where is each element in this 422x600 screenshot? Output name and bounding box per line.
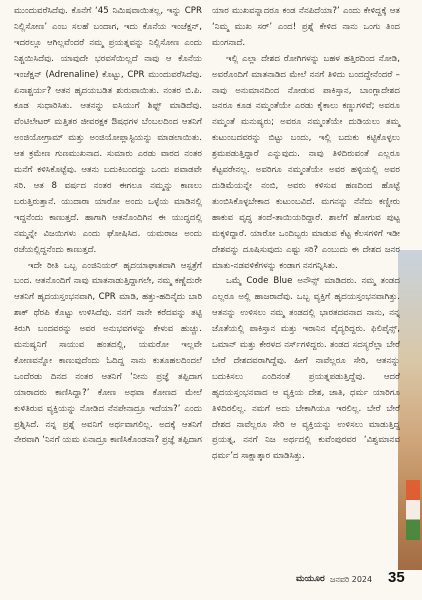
page-footer: [0, 565, 422, 595]
paragraph: ಇದೇ ರೀತಿ ಒಬ್ಬ ಎಂಜಿನಿಯರ್ ಹೃದಯಾಘಾತವಾಗಿ ಆಸ್ಪತ್ರೆಗೆ ಬಂದ. ಆತನೊಂದಿಗೆ ನಾವು ಮಾತನಾಡುತ್ತಿದ್ದಾಗಲೇ, ನಮ್ಮ ಕಣ್ಣೆದುರೇ ಆತನಿಗೆ ಹೃದಯಸ್ತಂಭನವಾಗಿ, CPR ಮಾಡಿ, ಹತ್ತು-ಹದಿನೈದು ಬಾರಿ ಶಾಕ್ ಥೆರಪಿ ಕೊಟ್ಟು ಉಳಿಸಿದೆವು. ನನಗೆ ನಾನೇ ಕರೆದವನ್ನು ತಟ್ಟಿ ಕಿರುಗಿ ಬಂದವರನ್ನು ಅವರ ಅನುಭವಗಳನ್ನು ಕೇಳುವ ಹುಚ್ಚು. ಮನುಷ್ಯನಿಗೆ ಸಾಯುವ ಹಂತದಲ್ಲಿ, ಯಮರೋ ಇಲ್ಲವೇ ಕೋಣವನ್ನೋ ಕಾಣುವುದೆಂದು ಓದಿದ್ದ ನಾನು ಕುತೂಹಲದಿಂದಲೆ ಒಂದೆರಡು ದಿನದ ನಂತರ ಆತನಿಗೆ ‘ನೀನು ಪ್ರಜ್ಞೆ ತಪ್ಪಿದಾಗ ಯಾರಾದರು ಕಾಣಿಸಿದ್ದಾ?’ ಕೋಣ ಅಥವಾ ಕೋಣದ ಮೇಲೆ ಕುಳಿತಿರುವ ವ್ಯಕ್ತಿಯನ್ನು ನೋಡಿದ ನೆನಪೇನಾದ್ರೂ ಇದೆಯಾ?’ ಎಂದು ಪ್ರಶ್ನಿಸಿದೆ. ನನ್ನ ಪ್ರಶ್ನೆ ಅವನಿಗೆ ಅರ್ಥವಾಗಲಿಲ್ಲ. ಅದಕ್ಕೆ ಆತನಿಗೆ ನೇರವಾಗಿ ‘ನಿನಗೆ ಯಮ ಏನಾದ್ರೂ ಕಾಣಿಸಿಕೊಂಡನಾ? ಪ್ರಜ್ಞೆ ತಪ್ಪಿದಾಗ: [14, 260, 202, 446]
side-photo: [398, 250, 422, 570]
paragraph: ಮುಂದುವರೆಸಿದೆವು. ಕೊನೆಗೆ ‘45 ನಿಮಿಷವಾಯಿತಲ್ಲ, ಇನ್ನು CPR ನಿಲ್ಲಿಸೋಣ’ ಎಂಬ ಸಲಹೆ ಬಂದಾಗ, ಇದು ಕೊನೆಯ ಇಂಜೆಕ್ಷನ್, ಇದರಲ್ಲೂ ಆಗಿಲ್ಲವೆಂದರೆ ನಮ್ಮ ಪ್ರಯತ್ನವನ್ನು ನಿಲ್ಲಿಸೋಣ ಎಂದು ನಿಶ್ಚಯಿಸಿದೆವು. ಯಾವುದೇ ಭರವಸೆಯಿಲ್ಲದೆ ನಾವು ಆ ಕೊನೆಯ ಇಂಜೆಕ್ಷನ್ (Adrenaline) ಕೊಟ್ಟು, CPR ಮುಂದುವರೆಸಿದೆವು. ಏನಾಶ್ಚರ್ಯ? ಆತನ ಹೃದಯಬಡಿತ ಶುರುವಾಯಿತು. ನಂತರ ಬಿ.ಪಿ. ಕೂಡ ಸುಧಾರಿಸಿತು. ಆತನನ್ನು ಐಸಿಯುಗೆ ಶಿಫ್ಟ್ ಮಾಡಿದೆವು. ವೆಂಟಿಲೇಟರ್ ಮತ್ತಿತರ ಜೀವರಕ್ಷಕ ಔಷಧಗಳ ಬೆಂಬಲದಿಂದ ಆತನಿಗೆ ಅಂಜಿಯೋಗ್ರಾಮ್ ಮತ್ತು ಅಂಜಿಯೋಪ್ಲಾಸ್ಟಿಯನ್ನು ಮಾಡಲಾಯಿತು. ಆತ ಕ್ರಮೇಣ ಗುಣಮುಖನಾದ. ಸುಮಾರು ಎರಡು ವಾರದ ನಂತರ ಮನೆಗೆ ಕಳಿಸಿಕೊಟ್ಟೆವು. ಆತನು ಬದುಕಿಬಂದದ್ದು ಒಂದು ಪವಾಡವೇ ಸರಿ. ಆತ 8 ವರ್ಷದ ನಂತರ ಈಗಲೂ ನಮ್ಮನ್ನು ಕಾಣಲು ಬರುತ್ತಿರುತ್ತಾನೆ. ಯುದಾರಾ ಯಾರೋ ಅಂದು ಒಳ್ಳೆಯ ಮಾಡಿನಲ್ಲಿ ಇದ್ದನೆಂದು ಕಾಣುತ್ತದೆ. ಹಾಗಾಗಿ ಆತನೊಂದಿಗಿನ ಈ ಯುದ್ಧದಲ್ಲಿ ನಮ್ಮನ್ನೇ ವಿಜಯಿಗಳು ಎಂದು ಘೋಷಿಸಿದ. ಯಮರಾಜ ಅಂದು ರಜೆಯಲ್ಲಿದ್ದನೆಂದು ಕಾಣುತ್ತದೆ.: [14, 6, 202, 255]
paragraph: ಒಮ್ಮೆ Code Blue ಅನೌನ್ಸ್ ಮಾಡಿದರು. ನಮ್ಮ ತಂಡದ ಎಲ್ಲರೂ ಅಲ್ಲಿ ಹಾಜರಾದೆವು. ಒಬ್ಬ ವ್ಯಕ್ತಿಗೆ ಹೃದಯಸ್ತಂಭನವಾಗಿತ್ತು. ಆತನನ್ನು ಉಳಿಸಲು ನಮ್ಮ ತಂಡದಲ್ಲಿ ಭಾರತದವನಾದ ನಾನು, ನನ್ನ ಜೊತೆಯಲ್ಲಿ ಪಾಕಿಸ್ತಾನ ಮತ್ತು ಇರಾನಿನ ವೈದ್ಯರಿದ್ದರು. ಫಿಲಿಪೈನ್ಸ್, ಒಮಾನ್ ಮತ್ತು ಕೇರಳದ ನರ್ಸ್‌ಗಳಿದ್ದರು. ತಂಡದ ಸದಸ್ಯರೆಲ್ಲಾ ಬೇರೆ ಬೇರೆ ದೇಶದವರಾಗಿದ್ದೆವು. ಹೀಗೆ ನಾವೆಲ್ಲರೂ ಸೇರಿ, ಆತನನ್ನು ಬದುಕಿಸಲು ಎಂದಿನಂತೆ ಪ್ರಯತ್ನಪಡುತ್ತಿದ್ದೆವು. ಆದರೆ ಹೃದಯಸ್ತಂಭನವಾದ ಆ ವ್ಯಕ್ತಿಯ ದೇಶ, ಜಾತಿ, ಧರ್ಮ ಯಾರಿಗೂ ತಿಳಿದಿರಲಿಲ್ಲ. ನಮಗೆ ಅದು ಬೇಕಾಗಿಯೂ ಇರಲಿಲ್ಲ. ಬೇರೆ ಬೇರೆ ದೇಶದ ನಾವೆಲ್ಲರೂ ಸೇರಿ ಆ ವ್ಯಕ್ತಿಯನ್ನು ಉಳಿಸಲು ಮಾಡುತ್ತಿದ್ದ ಪ್ರಯತ್ನ, ನನಗೆ ನಿಜ ಅರ್ಥದಲ್ಲಿ ಕುವೆಂಪುರವರ ‘ವಿಶ್ವಮಾನವ ಧರ್ಮ’ದ ಸಾಕ್ಷಾತ್ಕಾರ ಮಾಡಿಸಿತ್ತು.: [212, 276, 400, 462]
paragraph: ಇಲ್ಲಿ ಎಲ್ಲಾ ದೇಶದ ರೋಗಿಗಳನ್ನು ಬಹಳ ಹತ್ತಿರದಿಂದ ನೋಡಿ, ಅವರೊಂದಿಗೆ ಮಾತನಾಡಿದ ಮೇಲೆ ನನಗೆ ತಿಳಿದು ಬಂದದ್ದೇನೆಂದರೆ – ನಾವು ಅನುಮಾನದಿಂದ ನೋಡುವ ಪಾಕಿಸ್ತಾನ, ಬಾಂಗ್ಲಾದೇಶದ ಜನರೂ ಕೂಡ ನಮ್ಮಂತೆಯೇ ಎರಡು ಕೈಕಾಲು ಕಣ್ಣುಗಳಿವೆ; ಅವರೂ ನಮ್ಮಂತೆ ಮನುಷ್ಯರು; ಅವರೂ ನಮ್ಮಂತೆಯೇ ದುಡಿಯಲು ತಮ್ಮ ಕುಟುಂಬದವರನ್ನು ಬಿಟ್ಟು ಬಂದು, ಇಲ್ಲಿ ಬದುಕು ಕಟ್ಟಿಕೊಳ್ಳಲು ಶ್ರಮಪಡುತ್ತಿದ್ದಾರೆ ಎನ್ನುವುದು. ನಾವು ತಿಳಿದಿರುವಂತೆ ಎಲ್ಲರೂ ಕೆಟ್ಟವರೇನಲ್ಲ. ಅವರಿಗೂ ನಮ್ಮಂತೆಯೇ ಅವರ ಹಳ್ಳಿಯಲ್ಲಿ ಅವರ ದುಡಿಮೆಯನ್ನೇ ನಂಬಿ, ಅವರು ಕಳಿಸುವ ಹಣದಿಂದ ಹೊಟ್ಟೆ ತುಂಬಿಸಿಕೊಳ್ಳಬೇಕಾದ ಕುಟುಂಬವಿದೆ. ಮಗನನ್ನು ನೆನೆದು ಕಣ್ಣೀರು ಹಾಕುವ ವೃದ್ಧ ತಂದೆ-ತಾಯಿಯರಿದ್ದಾರೆ. ಶಾಲೆಗೆ ಹೋಗುವ ಪುಟ್ಟ ಮಕ್ಕಳಿದ್ದಾರೆ. ಯಾರೋ ಒಂದಿಬ್ಬರು ಮಾಡುವ ಕೆಟ್ಟ ಕೆಲಸಗಳಿಗೆ ಇಡೀ ದೇಶವನ್ನು ದೂಷಿಸುವುದು ಎಷ್ಟು ಸರಿ? ಎಂಬುದು ಈ ದೇಶದ ಜನರ ಮಾತು-ನಡವಳಿಕೆಗಳನ್ನು ಕಂಡಾಗ ನನಗನ್ನಿಸಿತು.: [212, 53, 400, 271]
magazine-name: ಮಯೂರ: [296, 574, 325, 584]
page-number: 35: [388, 569, 405, 586]
issue-date: ಜನವರಿ 2024: [330, 575, 373, 584]
paragraph: ಯಾರ ಮುಖವನ್ನಾದರೂ ಕಂಡ ನೆನಪಿದೆಯಾ?’ ಎಂದು ಕೇಳಿದ್ದಕ್ಕೆ ಆತ ‘ನಿಮ್ಮ ಮುಖ ಸರ್’ ಎಂದ! ಪ್ರಶ್ನೆ ಕೇಳಿದ ನಾನು ಒಂಗು ತಿಂದ ಮಂಗನಾದೆ.: [212, 6, 400, 48]
flag-image: [406, 480, 420, 540]
right-column: [212, 4, 400, 465]
left-column: [14, 4, 202, 449]
